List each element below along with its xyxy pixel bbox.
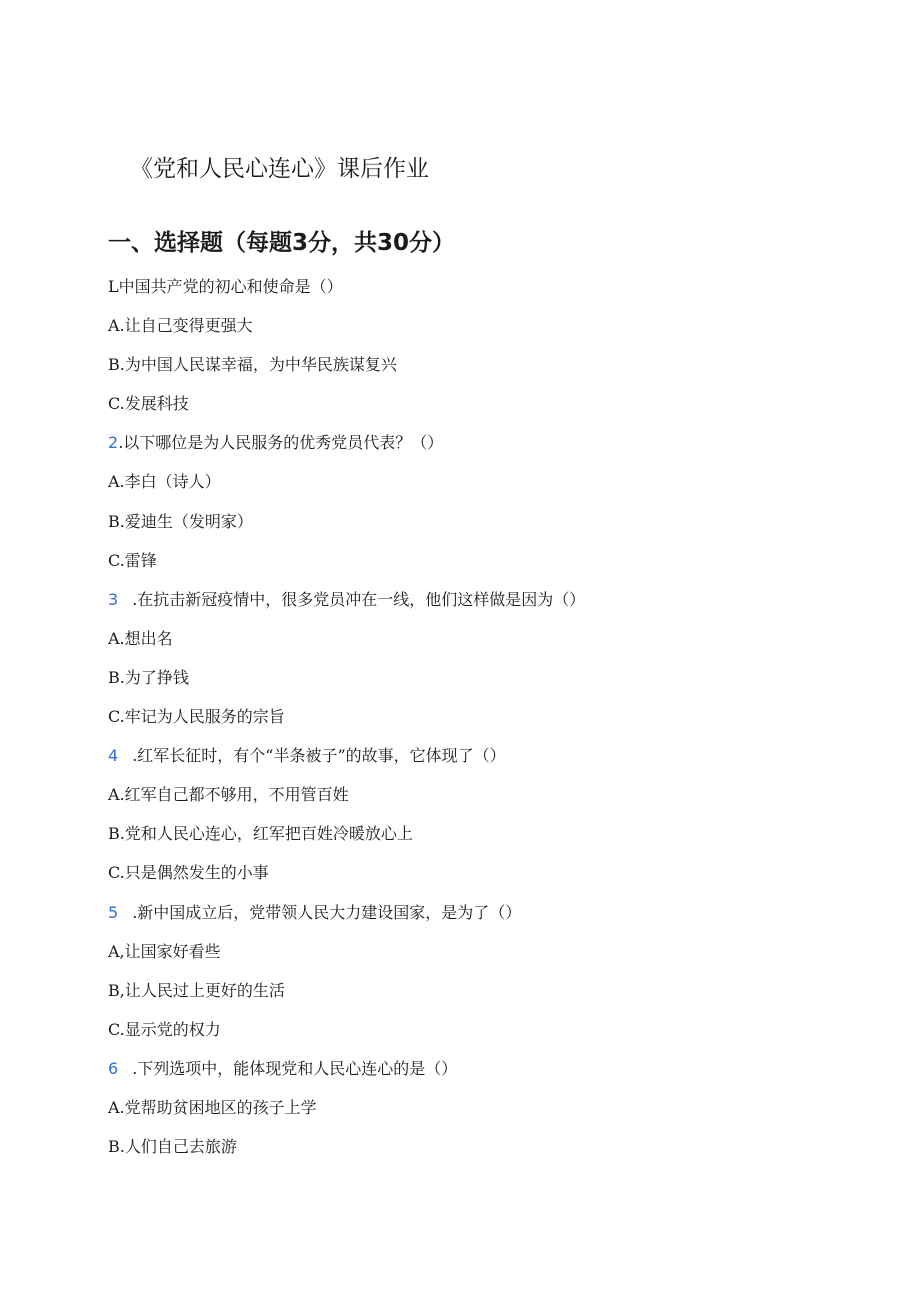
question-3-number: 3 xyxy=(108,589,119,609)
question-3-option-c: C.牢记为人民服务的宗旨 xyxy=(108,707,285,727)
question-list xyxy=(108,276,868,1175)
question-2-number: 2 xyxy=(108,433,119,453)
question-5-number: 5 xyxy=(108,902,119,922)
section-heading: 一、选择题（每题3分，共30分） xyxy=(108,230,456,256)
question-6 xyxy=(108,1058,868,1097)
question-3 xyxy=(108,589,868,628)
question-3-option-b: B.为了挣钱 xyxy=(108,667,189,687)
question-2-option-b: B.爱迪生（发明家） xyxy=(108,511,253,531)
question-1-text: L中国共产党的初心和使命是（） xyxy=(108,277,343,296)
question-3-option-a: A.想出名 xyxy=(108,628,173,648)
question-2-option-a: A.李白（诗人） xyxy=(108,472,221,492)
question-6-text: .下列选项中，能体现党和人民心连心的是（） xyxy=(132,1058,458,1078)
question-5-option-a: A,让国家好看些 xyxy=(108,941,221,961)
question-4 xyxy=(108,745,868,784)
question-5-option-c: C.显示党的权力 xyxy=(108,1019,221,1039)
question-6-number: 6 xyxy=(108,1058,119,1078)
question-2 xyxy=(108,432,868,471)
question-2-option-c: C.雷锋 xyxy=(108,550,157,570)
question-1 xyxy=(108,276,868,315)
document-title: 《党和人民心连心》课后作业 xyxy=(130,156,429,182)
question-1-option-b: B.为中国人民谋幸福，为中华民族谋复兴 xyxy=(108,355,397,375)
question-1-option-c: C.发展科技 xyxy=(108,394,189,414)
question-5 xyxy=(108,902,868,941)
question-3-text: .在抗击新冠疫情中，很多党员冲在一线，他们这样做是因为（） xyxy=(132,589,586,609)
question-6-option-b: B.人们自己去旅游 xyxy=(108,1137,237,1157)
question-4-text: .红军长征时，有个“半条被子”的故事，它体现了（） xyxy=(132,746,506,766)
question-6-option-a: A.党帮助贫困地区的孩子上学 xyxy=(108,1097,317,1117)
question-5-text: .新中国成立后，党带领人民大力建设国家，是为了（） xyxy=(132,902,522,922)
question-4-option-a: A.红军自己都不够用，不用管百姓 xyxy=(108,785,349,805)
question-2-text: .以下哪位是为人民服务的优秀党员代表？（） xyxy=(118,433,444,453)
question-1-option-a: A.让自己变得更强大 xyxy=(108,316,253,336)
question-4-number: 4 xyxy=(108,746,119,766)
question-5-option-b: B,让人民过上更好的生活 xyxy=(108,980,285,1000)
question-4-option-b: B.党和人民心连心，红军把百姓冷暖放心上 xyxy=(108,824,413,844)
question-4-option-c: C.只是偶然发生的小事 xyxy=(108,863,269,883)
